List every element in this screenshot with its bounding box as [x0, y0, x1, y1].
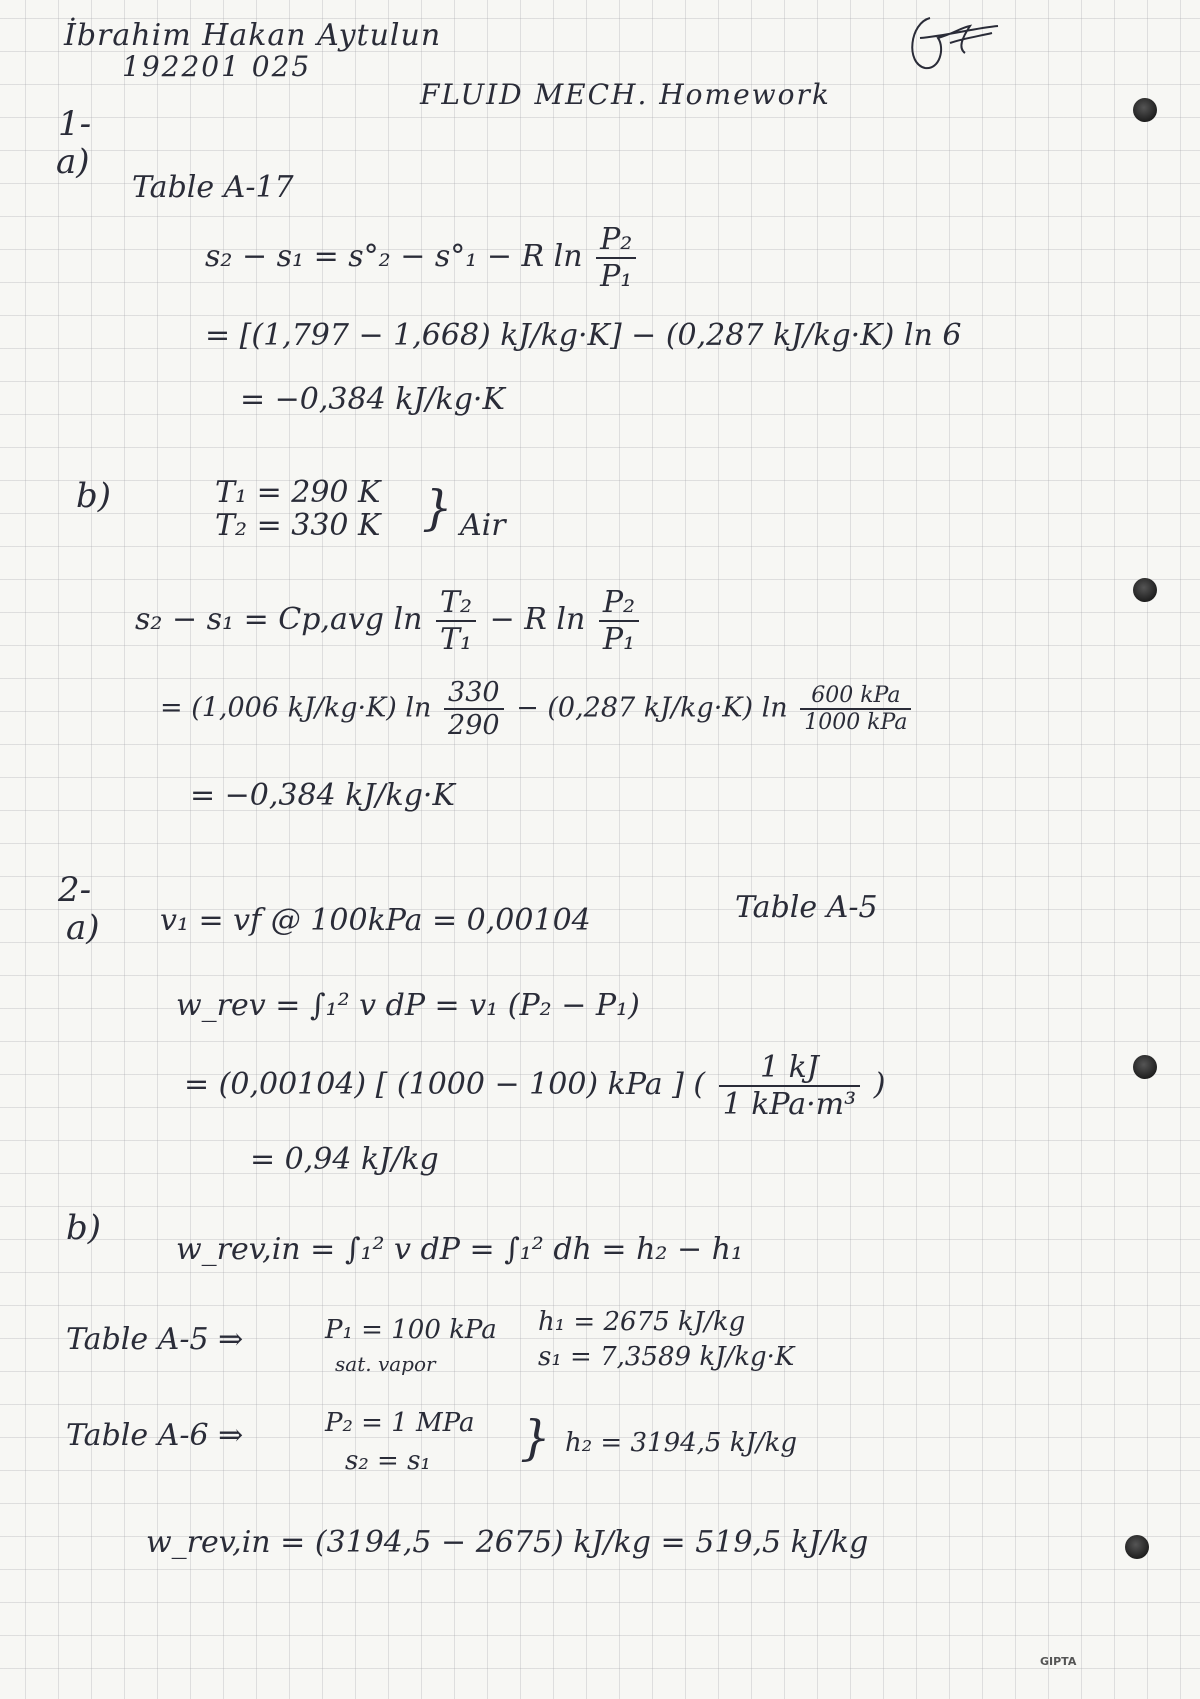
- problem-1b-line2-mid: − (0,287 kJ/kg·K) ln: [516, 692, 788, 724]
- problem-2b-sat: sat. vapor: [335, 1352, 436, 1376]
- problem-2a-line4: = 0,94 kJ/kg: [250, 1142, 439, 1177]
- pressure-ratio: [599, 585, 639, 657]
- problem-2-number: 2-: [58, 870, 92, 910]
- fraction-denominator: 1000 kPa: [804, 710, 908, 735]
- problem-2b-p2: P₂ = 1 MPa: [325, 1408, 475, 1438]
- problem-1-number: 1-: [58, 104, 92, 144]
- fraction-numerator: 330: [444, 677, 504, 710]
- unit-conversion-ratio: [719, 1050, 861, 1122]
- problem-1b-line2: [160, 677, 915, 741]
- problem-2b-table-a6: Table A-6 ⇒: [66, 1418, 244, 1453]
- problem-2a-table: Table A-5: [735, 890, 878, 925]
- problem-2a-line3-post: ): [873, 1067, 886, 1102]
- student-name: İbrahim Hakan Aytulun: [64, 18, 442, 53]
- problem-1b-line3: = −0,384 kJ/kg·K: [190, 778, 455, 813]
- fraction-denominator: P₁: [602, 622, 636, 657]
- pressure-values-ratio: [800, 683, 911, 735]
- problem-2b-line1: w_rev,in = ∫₁² v dP = ∫₁² dh = h₂ − h₁: [176, 1232, 743, 1267]
- fraction-numerator: T₂: [436, 585, 476, 622]
- problem-1b-line1-text: s₂ − s₁ = Cp,avg ln: [135, 602, 423, 637]
- problem-2b-result: w_rev,in = (3194,5 − 2675) kJ/kg = 519,5 kJ/kg: [146, 1525, 869, 1560]
- problem-1b-t1: T₁ = 290 K: [215, 475, 381, 510]
- pressure-ratio: [596, 222, 636, 294]
- problem-1a-line1: [205, 222, 640, 294]
- brand-logo: GIPTA: [1040, 1655, 1077, 1668]
- problem-2b-label: b): [66, 1208, 102, 1248]
- problem-1a-label: a): [56, 142, 90, 182]
- brace-symbol: }: [422, 480, 453, 536]
- problem-1a-line3: = −0,384 kJ/kg·K: [240, 382, 505, 417]
- problem-1a-table: Table A-17: [132, 170, 294, 205]
- temperature-ratio: [436, 585, 476, 657]
- page-title: FLUID MECH. Homework: [420, 78, 831, 111]
- problem-2b-h1: h₁ = 2675 kJ/kg: [538, 1307, 746, 1337]
- problem-1b-line2-pre: = (1,006 kJ/kg·K) ln: [160, 692, 432, 724]
- problem-1b-line1: [135, 585, 643, 657]
- fraction-denominator: 1 kPa·m³: [722, 1087, 857, 1122]
- fraction-numerator: 1 kJ: [719, 1050, 861, 1087]
- problem-2b-s1: s₁ = 7,3589 kJ/kg·K: [538, 1342, 795, 1372]
- temperature-values-ratio: [444, 677, 504, 741]
- problem-2b-table-a5: Table A-5 ⇒: [66, 1322, 244, 1357]
- problem-1a-line2: = [(1,797 − 1,668) kJ/kg·K] − (0,287 kJ/kg·K) ln 6: [205, 318, 962, 353]
- fraction-denominator: 290: [448, 710, 500, 741]
- binder-hole-1: [1133, 98, 1157, 122]
- signature-icon: [900, 8, 1000, 78]
- student-id: 192201 025: [122, 50, 312, 83]
- binder-hole-4: [1125, 1535, 1149, 1559]
- problem-2b-s2: s₂ = s₁: [345, 1446, 431, 1476]
- problem-2a-line3-pre: = (0,00104) [ (1000 − 100) kPa ] (: [184, 1067, 706, 1102]
- problem-2a-line2: w_rev = ∫₁² v dP = v₁ (P₂ − P₁): [176, 988, 640, 1023]
- problem-2a-label: a): [66, 908, 100, 948]
- fraction-numerator: 600 kPa: [800, 683, 911, 710]
- problem-1b-t2: T₂ = 330 K: [215, 508, 381, 543]
- problem-1b-line1-mid: − R ln: [489, 602, 586, 637]
- problem-2a-line3: [184, 1050, 885, 1122]
- fraction-denominator: T₁: [440, 622, 473, 657]
- problem-1a-line1-text: s₂ − s₁ = s°₂ − s°₁ − R ln: [205, 239, 583, 274]
- fraction-numerator: P₂: [596, 222, 636, 259]
- problem-2b-p1: P₁ = 100 kPa: [325, 1315, 497, 1345]
- fraction-denominator: P₁: [600, 259, 633, 294]
- binder-hole-3: [1133, 1055, 1157, 1079]
- problem-1b-label: b): [76, 476, 112, 516]
- binder-hole-2: [1133, 578, 1157, 602]
- fraction-numerator: P₂: [599, 585, 639, 622]
- brace-symbol: }: [520, 1410, 551, 1466]
- problem-1b-medium: Air: [460, 508, 506, 543]
- problem-2b-h2: h₂ = 3194,5 kJ/kg: [565, 1428, 798, 1458]
- problem-2a-line1: v₁ = vf @ 100kPa = 0,00104: [160, 903, 591, 938]
